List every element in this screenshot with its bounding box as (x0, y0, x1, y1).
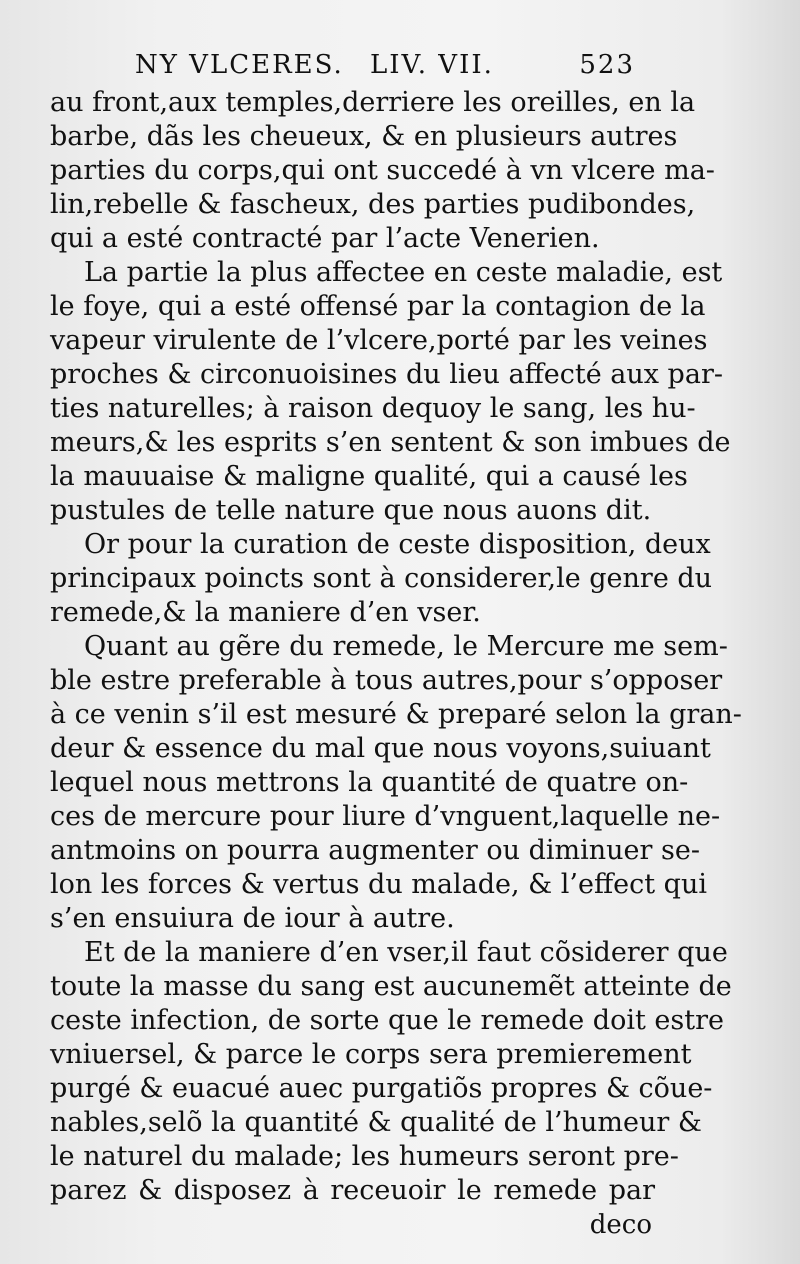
text-line: lin,rebelle & fascheux, des parties pudibondes, (50, 189, 696, 220)
text-line: le naturel du malade; les humeurs seront pre- (50, 1141, 679, 1172)
text-line: lequel nous mettrons la quantité de quatre on- (50, 767, 689, 798)
text-line: vniuersel, & parce le corps sera premierement (50, 1039, 692, 1070)
text-line: proches & circonuoisines du lieu affecté aux par- (50, 359, 723, 390)
text-line: le foye, qui a esté offensé par la contagion de la (50, 291, 706, 322)
text-line: lon les forces & vertus du malade, & l’effect qui (50, 869, 707, 900)
text-line: Et de la maniere d’en vser,il faut cõsiderer que (84, 937, 728, 968)
text-line: meurs,& les esprits s’en sentent & son imbues de (50, 427, 731, 458)
text-line: ties naturelles; à raison dequoy le sang, les hu- (50, 393, 696, 424)
text-line: s’en ensuiura de iour à autre. (50, 903, 455, 934)
text-line: au front,aux temples,derriere les oreilles, en la (50, 87, 696, 118)
page-number: 523 (579, 50, 635, 80)
text-line: principaux poincts sont à considerer,le genre du (50, 563, 713, 594)
text-line: à ce venin s’il est mesuré & preparé selon la gran- (50, 699, 742, 730)
book-number: LIV. VII. (370, 50, 494, 80)
running-header (135, 50, 635, 90)
running-title: NY VLCERES. (135, 50, 344, 80)
text-line: deur & essence du mal que nous voyons,suiuant (50, 733, 711, 764)
text-line: ble estre preferable à tous autres,pour s’opposer (50, 665, 723, 696)
text-line: remede,& la maniere d’en vser. (50, 597, 481, 628)
text-line: nables,selõ la quantité & qualité de l’humeur & (50, 1107, 702, 1138)
text-line: purgé & euacué auec purgatiõs propres & cõue- (50, 1073, 713, 1104)
text-line: La partie la plus affectee en ceste maladie, est (84, 257, 723, 288)
text-line: Quant au gẽre du remede, le Mercure me sem- (84, 631, 728, 662)
text-line: ceste infection, de sorte que le remede doit estre (50, 1005, 724, 1036)
catchword: deco (589, 1210, 652, 1240)
text-line: la mauuaise & maligne qualité, qui a causé les (50, 461, 688, 492)
body-text (50, 86, 742, 1208)
text-line: parties du corps,qui ont succedé à vn vlcere ma- (50, 155, 715, 186)
text-line: antmoins on pourra augmenter ou diminuer se- (50, 835, 700, 866)
text-line: pustules de telle nature que nous auons dit. (50, 495, 652, 526)
text-line: ces de mercure pour liure d’vnguent,laquelle ne- (50, 801, 721, 832)
text-line: parez & disposez à receuoir le remede par (50, 1175, 655, 1206)
text-line: toute la masse du sang est aucunemẽt atteinte de (50, 971, 732, 1002)
text-line: Or pour la curation de ceste disposition, deux (84, 529, 711, 560)
text-line: qui a esté contracté par l’acte Venerien. (50, 223, 600, 254)
text-line: vapeur virulente de l’vlcere,porté par les veines (50, 325, 708, 356)
text-line: barbe, dãs les cheueux, & en plusieurs autres (50, 121, 678, 152)
